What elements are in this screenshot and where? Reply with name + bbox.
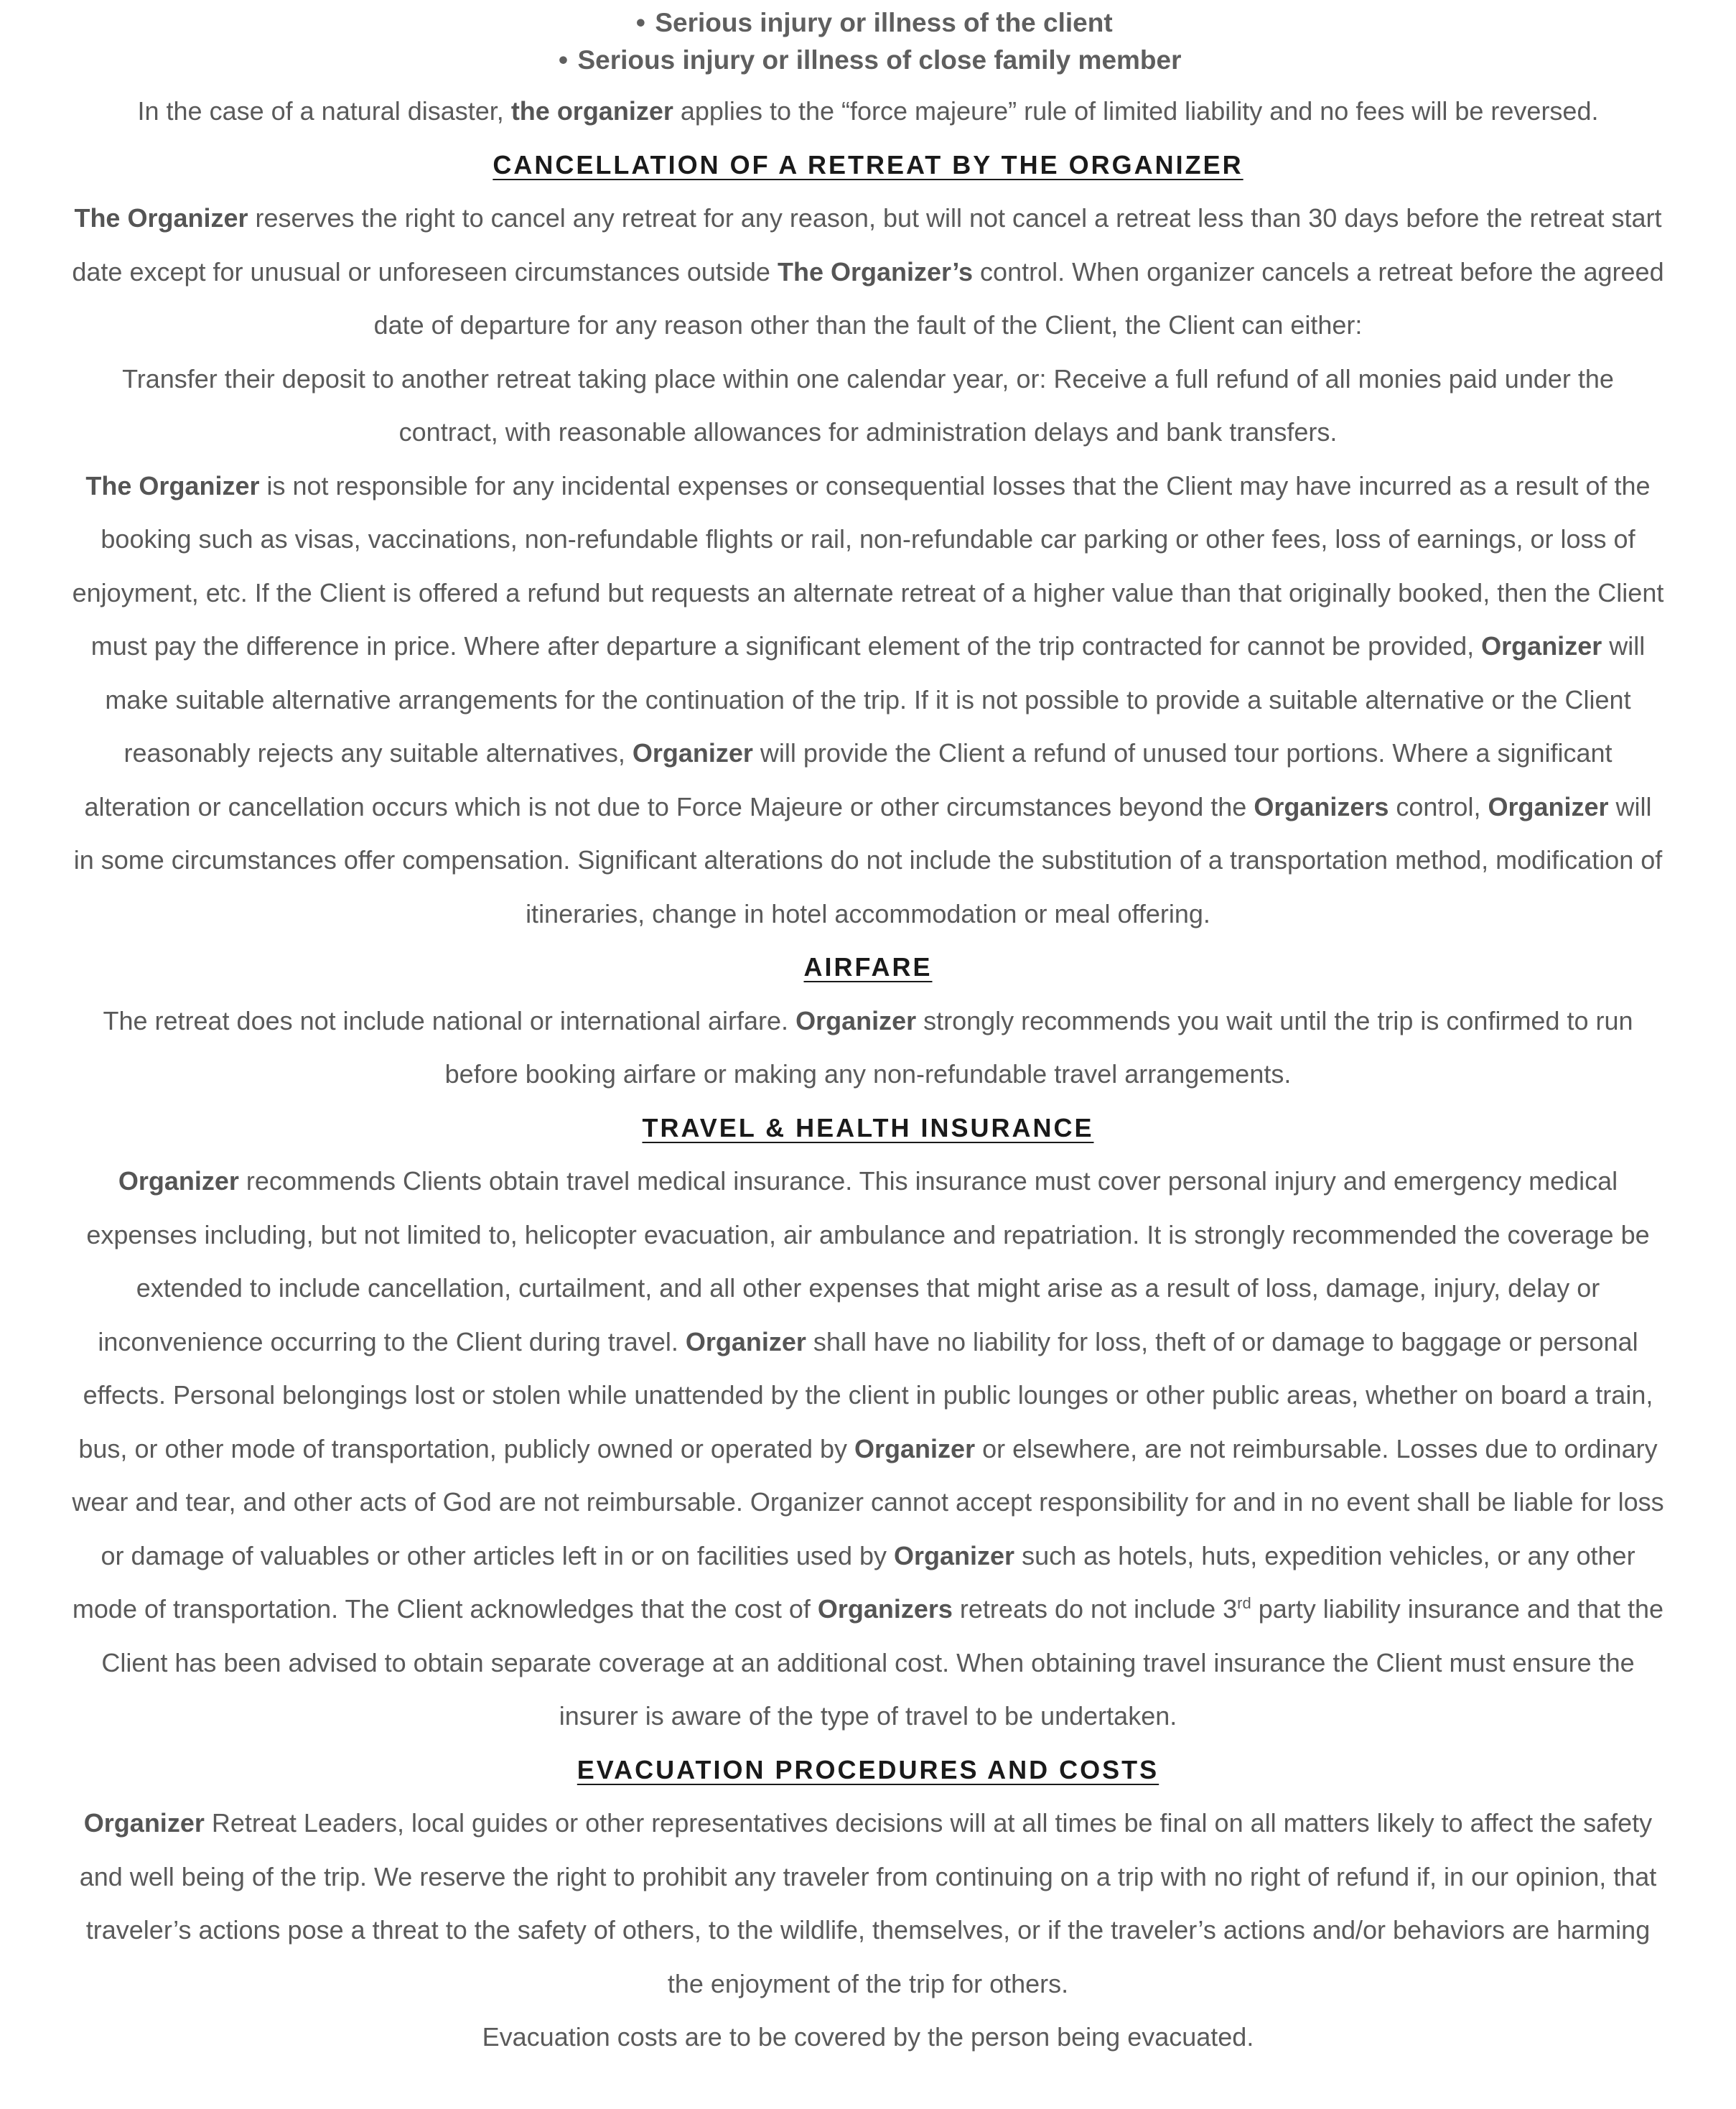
text-run: Retreat Leaders, local guides or other representatives decisions will at all times be final on all matters likely to affect the safety and well being of the trip. We reserve the right to prohibit any traveler from continuing on a trip with no right of refund if, in our opinion, that traveler’s actions pose a threat to the safety of others, to the wildlife, themselves, or if the traveler’s actions and/or behaviors are harming the enjoyment of the trip for others. [79, 1808, 1657, 1998]
text-run: shall have no liability for loss, theft of or damage to baggage or personal effects. Personal belongings lost or stolen while unattended by the client in public lounges or other public areas, whether on board a train, bus, or other mode of transportation, publicly owned or operated by [78, 1326, 1653, 1463]
superscript-text: rd [1237, 1594, 1251, 1612]
list-item [72, 42, 1664, 79]
cancellation-paragraph-3 [72, 460, 1664, 941]
bold-text-run: Organizer [685, 1326, 806, 1356]
text-run: strongly recommends you wait until the trip is confirmed to run before booking airfare or making any non-refundable travel arrangements. [444, 1005, 1633, 1089]
bold-text-run: Organizers [1254, 791, 1389, 821]
text-run: retreats do not include 3 [952, 1594, 1238, 1624]
bullet-icon: • [559, 45, 568, 75]
cancellation-paragraph-2: Transfer their deposit to another retreat taking place within one calendar year, or: Receive a full refund of all monies paid under the contract, with reasonable allowances for administration delays and bank transfers. [122, 363, 1614, 447]
bold-text-run: The Organizer’s [777, 256, 974, 287]
airfare-paragraph [72, 995, 1664, 1102]
bold-text-run: Organizer [118, 1166, 239, 1196]
cancellation-paragraph-1 [72, 192, 1664, 353]
bold-text-run: Organizer [632, 738, 753, 768]
text-run: control, [1389, 791, 1488, 821]
text-run: recommends Clients obtain travel medical insurance. This insurance must cover personal injury and emergency medical expenses including, but not limited to, helicopter evacuation, air ambulance and repatriation. It is strongly recommended the coverage be extended to include cancellation, curtailment, and all other expenses that might arise as a result of loss, damage, injury, delay or inconvenience occurring to the Client during travel. [86, 1166, 1650, 1356]
bold-text-run: The Organizer [74, 203, 248, 233]
bold-text-run: Organizer [854, 1433, 976, 1463]
bold-text-run: Organizer [894, 1540, 1015, 1570]
section-heading-airfare: AIRFARE [803, 952, 933, 982]
text-run: applies to the “force majeure” rule of limited liability and no fees will be reversed. [673, 96, 1599, 126]
bold-text-run: Organizer [83, 1808, 205, 1838]
section-heading-cancellation: CANCELLATION OF A RETREAT BY THE ORGANIZER [493, 149, 1243, 180]
cancellation-reasons-list [72, 4, 1664, 79]
text-run: is not responsible for any incidental expenses or consequential losses that the Client may have incurred as a result of the booking such as visas, vaccinations, non-refundable flights or rail, non-refundable car parking or other fees, loss of earnings, or loss of enjoyment, etc. If the Client is offered a refund but requests an alternate retreat of a higher value than that originally booked, then the Client must pay the difference in price. Where after departure a significant element of the trip contracted for cannot be provided, [72, 470, 1664, 661]
evacuation-paragraph-2: Evacuation costs are to be covered by the person being evacuated. [482, 2022, 1254, 2052]
evacuation-paragraph-1 [72, 1797, 1664, 2011]
list-item-text: Serious injury or illness of the client [655, 8, 1113, 37]
section-heading-evacuation: EVACUATION PROCEDURES AND COSTS [577, 1754, 1159, 1784]
list-item [72, 4, 1664, 42]
bold-text-run: the organizer [510, 96, 673, 126]
bold-text-run: Organizer [1481, 631, 1602, 661]
bold-text-run: Organizer [795, 1005, 917, 1035]
bullet-icon: • [635, 8, 645, 37]
text-run: reserves the right to cancel any retreat for any reason, but will not cancel a retreat less than 30 days before the retreat start date except for unusual or unforeseen circumstances outside [72, 203, 1662, 287]
text-run: party liability insurance and that the Client has been advised to obtain separate coverage at an additional cost. When obtaining travel insurance the Client must ensure the insurer is aware of the type of travel to be undertaken. [101, 1594, 1664, 1731]
list-item-text: Serious injury or illness of close family member [577, 45, 1182, 75]
bold-text-run: Organizer [1488, 791, 1609, 821]
text-run: In the case of a natural disaster, [137, 96, 511, 126]
text-run: control. When organizer cancels a retreat before the agreed date of departure for any reason other than the fault of the Client, the Client can either: [373, 256, 1664, 340]
bold-text-run: The Organizer [85, 470, 260, 501]
insurance-paragraph [72, 1155, 1664, 1743]
text-run: will provide the Client a refund of unused tour portions. Where a significant alteration or cancellation occurs which is not due to Force Majeure or other circumstances beyond the [84, 738, 1613, 821]
force-majeure-paragraph [72, 85, 1664, 139]
text-run: such as hotels, huts, expedition vehicles, or any other mode of transportation. The Client acknowledges that the cost of [72, 1540, 1635, 1624]
text-run: The retreat does not include national or international airfare. [103, 1005, 796, 1035]
section-heading-insurance: TRAVEL & HEALTH INSURANCE [642, 1112, 1094, 1142]
text-run: or elsewhere, are not reimbursable. Losses due to ordinary wear and tear, and other acts of God are not reimbursable. Organizer cannot accept responsibility for and in no event shall be liable for loss or damage of valuables or other articles left in or on facilities used by [72, 1433, 1664, 1570]
text-run: will make suitable alternative arrangements for the continuation of the trip. If it is not possible to provide a suitable alternative or the Client reasonably rejects any suitable alternatives, [105, 631, 1646, 768]
text-run: will in some circumstances offer compensation. Significant alterations do not include the substitution of a transportation method, modification of itineraries, change in hotel accommodation or meal offering. [73, 791, 1663, 928]
bold-text-run: Organizers [817, 1594, 953, 1624]
